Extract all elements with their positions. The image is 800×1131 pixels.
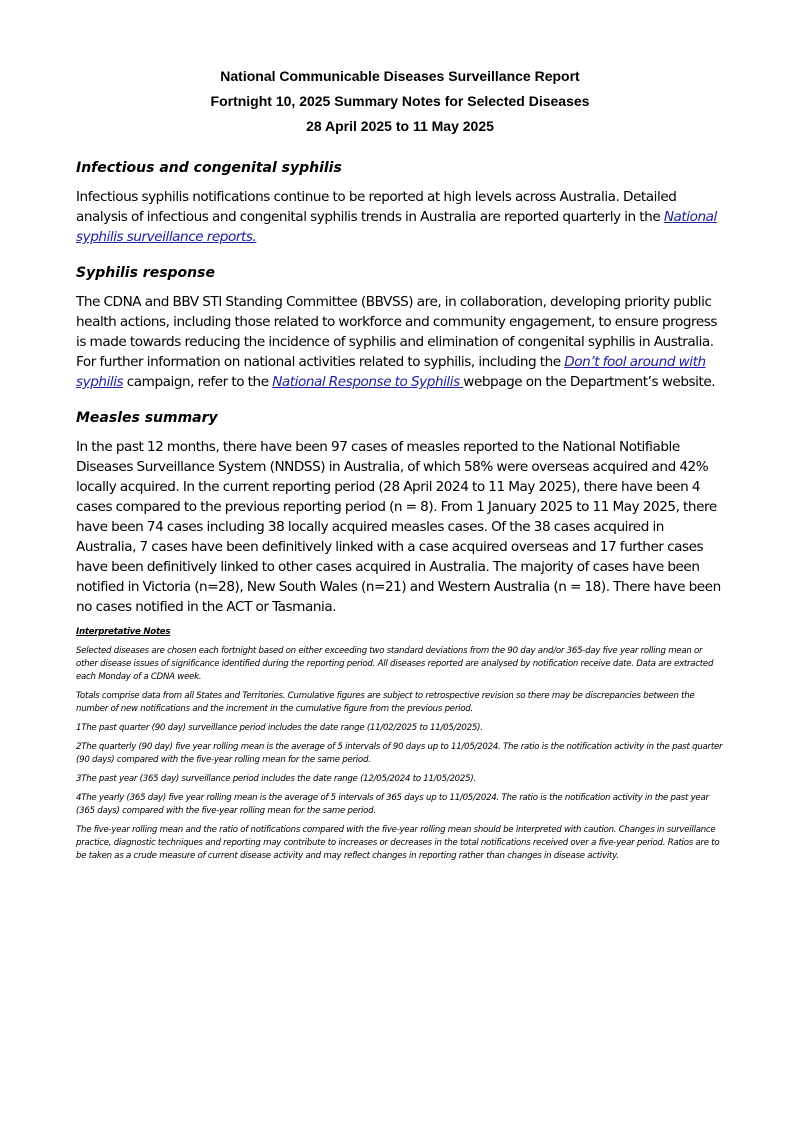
- national-response-link[interactable]: National Response to Syphilis: [272, 374, 464, 390]
- dont-fool-around-link[interactable]: Don’t fool around with syphilis: [76, 354, 706, 390]
- measles-paragraph: In the past 12 months, there have been 97 cases of measles reported to the National Notifiable Diseases Surveillance System (NNDSS) in Australia, of which 58% were overseas acquired and 42% locally acquired. In the current reporting period (28 April 2024 to 11 May 2025), there have been 4 cases compared to the previous reporting period (n = 8). From 1 January 2025 to 11 May 2025, there have been 74 cases including 38 locally acquired measles cases. Of the 38 cases acquired in Australia, 7 cases have been definitively linked with a case acquired overseas and 17 further cases have been definitively linked to other cases acquired in Australia. The majority of cases have been notified in Victoria (n=28), New South Wales (n=21) and Western Australia (n = 18). There have been no cases notified in the ACT or Tasmania.: [76, 439, 721, 615]
- note-item: 4The yearly (365 day) five year rolling mean is the average of 5 intervals of 365 days up to 11/05/2024. The ratio is the notification activity in the past year (365 days) compared with the five-year rolling mean for the same period.: [76, 793, 709, 816]
- report-body: [76, 158, 726, 869]
- note-item: 3The past year (365 day) surveillance period includes the date range (12/05/2024 to 11/05/2025).: [76, 774, 476, 784]
- note-item: 1The past quarter (90 day) surveillance period includes the date range (11/02/2025 to 11/05/2025).: [76, 723, 483, 733]
- syphilis-heading: Infectious and congenital syphilis: [76, 160, 342, 176]
- syphilis-reports-link[interactable]: National syphilis surveillance reports.: [76, 209, 717, 245]
- report-header: [0, 64, 800, 139]
- note-item: Selected diseases are chosen each fortnight based on either exceeding two standard deviations from the 90 day and/or 365-day five year rolling mean or other disease issues of significance identified during the reporting period. All diseases reported are analysed by notification receive date. Data are extracted each Monday of a CDNA week.: [76, 646, 714, 682]
- interpretative-notes: [76, 626, 726, 863]
- measles-heading: Measles summary: [76, 410, 218, 426]
- response-text-1: The CDNA and BBV STI Standing Committee (BBVSS) are, in collaboration, developing priority public health actions, including those related to workforce and community engagement, to ensure progress is made towards reducing the incidence of syphilis and elimination of congenital syphilis in Australia. For further information on national activities related to syphilis, including the: [76, 294, 718, 370]
- report-date-range: 28 April 2025 to 11 May 2025: [306, 118, 494, 134]
- response-text-3: webpage on the Department’s website.: [463, 374, 716, 390]
- response-text-2: campaign, refer to the: [123, 374, 273, 390]
- syphilis-response-paragraph: [76, 292, 726, 392]
- notes-heading: Interpretative Notes: [76, 627, 171, 637]
- syphilis-text: Infectious syphilis notifications continue to be reported at high levels across Australia. Detailed analysis of infectious and congenital syphilis trends in Australia are reported quarterly in the: [76, 189, 677, 225]
- syphilis-response-heading: Syphilis response: [76, 265, 215, 281]
- note-item: Totals comprise data from all States and Territories. Cumulative figures are subject to retrospective revision so there may be discrepancies between the number of new notifications and the increment in the cumulative figure from the previous period.: [76, 691, 695, 714]
- syphilis-paragraph: [76, 187, 726, 247]
- note-item: The five-year rolling mean and the ratio of notifications compared with the five-year rolling mean should be interpreted with caution. Changes in surveillance practice, diagnostic techniques and reporting may contribute to increases or decreases in the total notifications received over a five-year period. Ratios are to be taken as a crude measure of current disease activity and may reflect changes in reporting rather than changes in disease activity.: [76, 825, 720, 861]
- report-title: National Communicable Diseases Surveillance Report: [220, 68, 580, 84]
- note-item: 2The quarterly (90 day) five year rolling mean is the average of 5 intervals of 90 days up to 11/05/2024. The ratio is the notification activity in the past quarter (90 days) compared with the five-year rolling mean for the same period.: [76, 742, 723, 765]
- report-subtitle: Fortnight 10, 2025 Summary Notes for Selected Diseases: [210, 93, 590, 109]
